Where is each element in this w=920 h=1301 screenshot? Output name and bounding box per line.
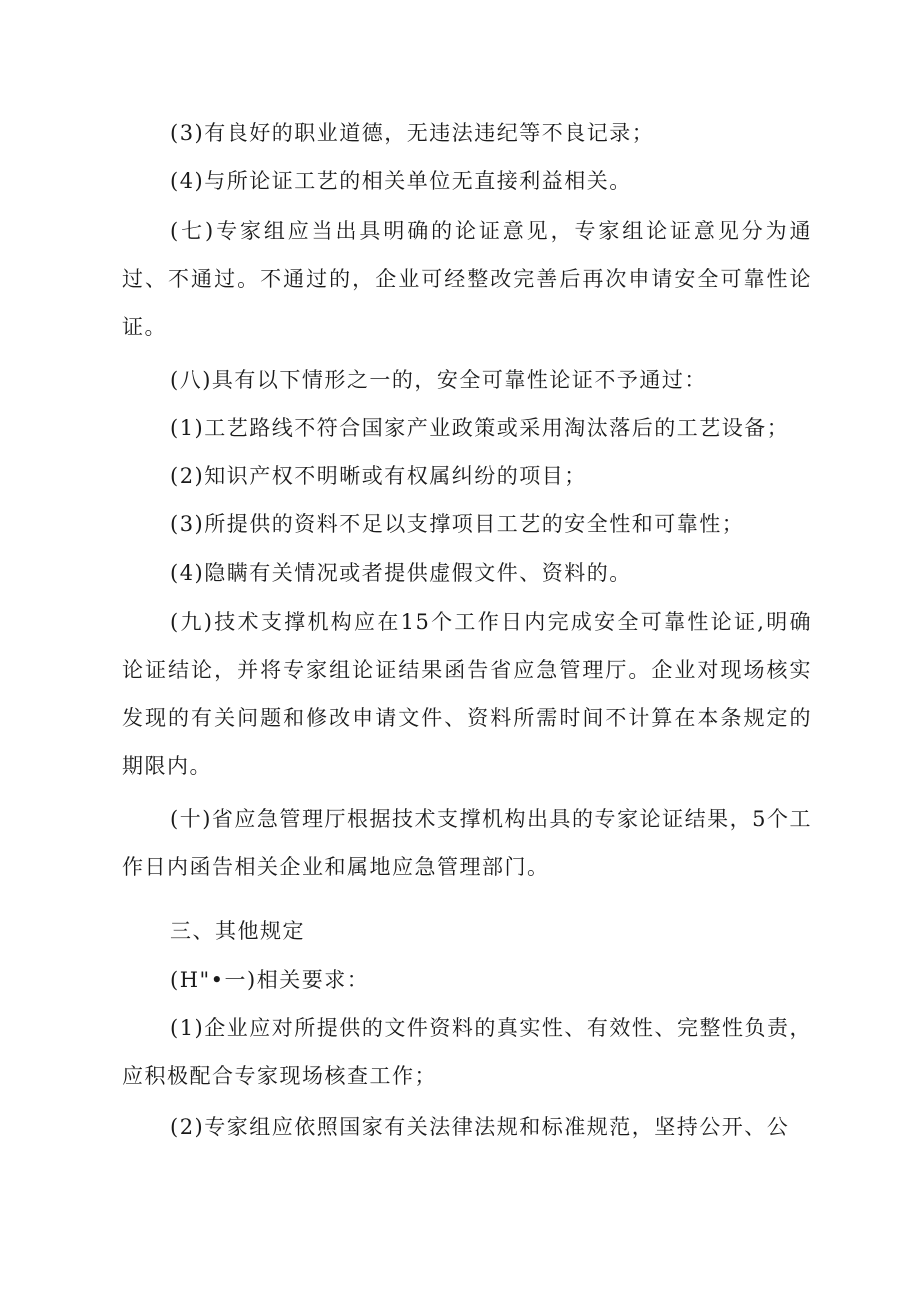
paragraph-item-2-expert-group: (2)专家组应依照国家有关法律法规和标准规范，坚持公开、公 <box>170 1115 790 1139</box>
paragraph-section-10: (十)省应急管理厅根据技术支撑机构出具的专家论证结果，5个工作日内函告相关企业和属地应急管理部门。 <box>122 807 812 879</box>
paragraph-item-3-ethics: (3)有良好的职业道德，无违法违纪等不良记录； <box>170 121 655 145</box>
paragraph-section-7: (七)专家组应当出具明确的论证意见，专家组论证意见分为通过、不通过。不通过的，企业可经整改完善后再次申请安全可靠性论证。 <box>122 219 812 339</box>
paragraph-item-1-process-route: (1)工艺路线不符合国家产业政策或采用淘汰落后的工艺设备； <box>170 416 790 440</box>
section-heading-other-provisions: 三、其他规定 <box>170 919 305 943</box>
paragraph-section-9: (九)技术支撑机构应在15个工作日内完成安全可靠性论证,明确论证结论，并将专家组论证结果函告省应急管理厅。企业对现场核实发现的有关问题和修改申请文件、资料所需时间不计算在本条规定的期限内。 <box>122 610 812 778</box>
paragraph-section-8: (八)具有以下情形之一的，安全可靠性论证不予通过： <box>170 368 707 392</box>
paragraph-related-requirements: (H"•一)相关要求： <box>170 968 370 992</box>
paragraph-item-3-insufficient: (3)所提供的资料不足以支撑项目工艺的安全性和可靠性； <box>170 512 745 536</box>
paragraph-item-2-ip: (2)知识产权不明晰或有权属纠纷的项目； <box>170 464 587 488</box>
paragraph-item-1-enterprise: (1)企业应对所提供的文件资料的真实性、有效性、完整性负责，应积极配合专家现场核查工作； <box>122 1016 812 1088</box>
paragraph-item-4-concealment: (4)隐瞒有关情况或者提供虚假文件、资料的。 <box>170 561 632 585</box>
paragraph-item-4-no-interest: (4)与所论证工艺的相关单位无直接利益相关。 <box>170 169 632 193</box>
